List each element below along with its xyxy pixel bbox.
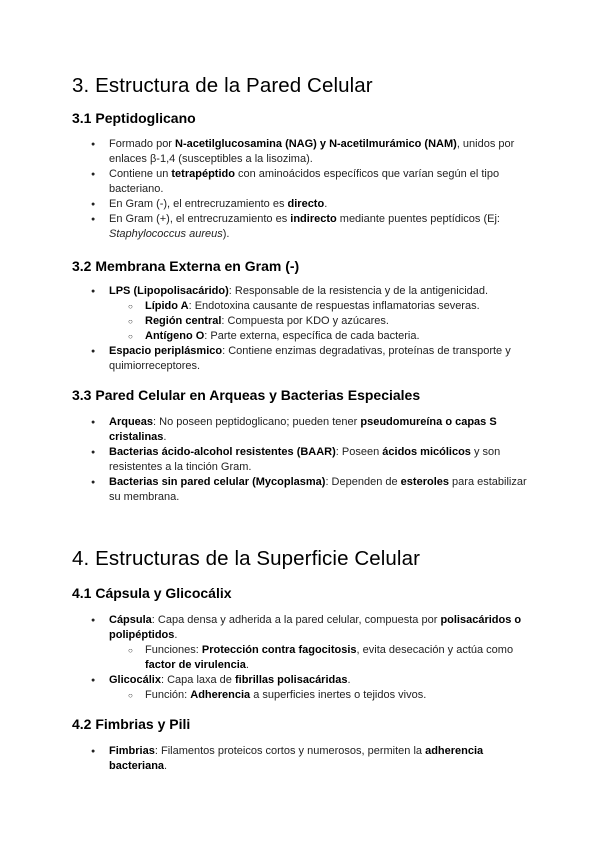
- list-item: ● LPS (Lipopolisacárido): Responsable de la resistencia y de la antigenicidad.: [0, 284, 530, 299]
- list-item: ● Glicocálix: Capa laxa de fibrillas polisacáridas.: [0, 673, 530, 688]
- list-item: ● En Gram (-), el entrecruzamiento es directo.: [0, 197, 530, 212]
- list-item: ● En Gram (+), el entrecruzamiento es indirecto mediante puentes peptídicos (Ej: Staphylococcus aureus).: [0, 212, 530, 242]
- list-item: ● Espacio periplásmico: Contiene enzimas degradativas, proteínas de transporte y quimiorreceptores.: [0, 344, 530, 374]
- list-item: ● Arqueas: No poseen peptidoglicano; pueden tener pseudomureína o capas S cristalinas.: [0, 415, 530, 445]
- list-subitem: ○ Lípido A: Endotoxina causante de respuestas inflamatorias severas.: [0, 299, 530, 314]
- list-subitem: ○ Funciones: Protección contra fagocitosis, evita desecación y actúa como factor de virulencia.: [0, 643, 530, 673]
- list-item: ● Contiene un tetrapéptido con aminoácidos específicos que varían según el tipo bacteriano.: [0, 167, 530, 197]
- section-4-2-title: 4.2 Fimbrias y Pili: [72, 716, 191, 732]
- section-4-1-title: 4.1 Cápsula y Glicocálix: [72, 585, 232, 601]
- list-item: ● Bacterias sin pared celular (Mycoplasma): Dependen de esteroles para estabilizar su membrana.: [0, 475, 530, 505]
- section-3-1-list: [0, 137, 600, 242]
- section-4-1-list: [0, 613, 600, 703]
- section-3-2-list: [0, 284, 600, 374]
- list-item: ● Formado por N-acetilglucosamina (NAG) y N-acetilmurámico (NAM), unidos por enlaces β-1,4 (susceptibles a la lisozima).: [0, 137, 530, 167]
- section-4-title: 4. Estructuras de la Superficie Celular: [72, 547, 421, 570]
- section-3-3-list: [0, 415, 600, 505]
- list-subitem: ○ Antígeno O: Parte externa, específica de cada bacteria.: [0, 329, 530, 344]
- list-subitem: ○ Función: Adherencia a superficies inertes o tejidos vivos.: [0, 688, 530, 703]
- list-item: ● Bacterias ácido-alcohol resistentes (BAAR): Poseen ácidos micólicos y son resistentes a la tinción Gram.: [0, 445, 530, 475]
- section-3-2-title: 3.2 Membrana Externa en Gram (-): [72, 258, 300, 274]
- section-3-3-title: 3.3 Pared Celular en Arqueas y Bacterias Especiales: [72, 387, 421, 403]
- section-4-2-list: [0, 744, 600, 774]
- section-3-1-title: 3.1 Peptidoglicano: [72, 110, 196, 126]
- list-item: ● Fimbrias: Filamentos proteicos cortos y numerosos, permiten la adherencia bacteriana.: [0, 744, 530, 774]
- list-subitem: ○ Región central: Compuesta por KDO y azúcares.: [0, 314, 530, 329]
- section-3-title: 3. Estructura de la Pared Celular: [72, 74, 373, 97]
- list-item: ● Cápsula: Capa densa y adherida a la pared celular, compuesta por polisacáridos o polipéptidos.: [0, 613, 530, 643]
